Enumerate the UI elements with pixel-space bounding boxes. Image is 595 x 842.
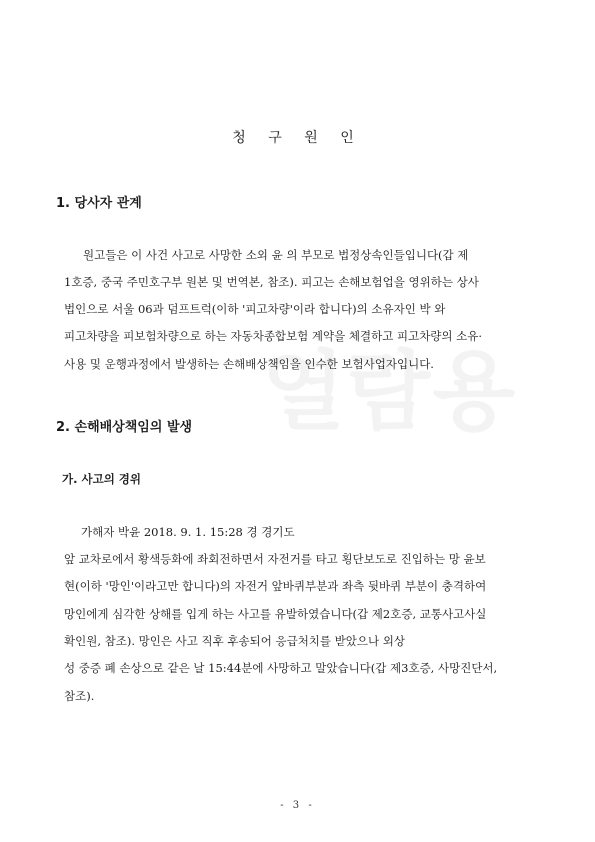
section-1-line-1: 원고들은 이 사건 사고로 사망한 소외 윤 의 부모로 법정상속인들입니다(갑 제 <box>83 248 469 262</box>
section-1-line-5: 사용 및 운행과정에서 발생하는 손해배상책임을 인수한 보험사업자입니다. <box>64 357 434 371</box>
section-2-line-6: 성 중증 폐 손상으로 같은 날 15:44분에 사망하고 말았습니다(갑 제3호증, 사망진단서, <box>64 661 498 675</box>
section-1-heading: 1. 당사자 관계 <box>56 196 142 211</box>
section-2-line-5: 확인원, 참조). 망인은 사고 직후 후송되어 응급처치를 받았으나 외상 <box>64 634 405 648</box>
section-1-line-2: 1호증, 중국 주민호구부 원본 및 번역본, 참조). 피고는 손해보험업을 영위하는 상사 <box>64 275 479 289</box>
section-2-line-1: 가해자 박윤 2018. 9. 1. 15:28 경 경기도 <box>81 525 295 539</box>
section-2-line-4: 망인에게 심각한 상해를 입게 하는 사고를 유발하였습니다(갑 제2호증, 교통사고사실 <box>64 607 487 621</box>
section-2-heading: 2. 손해배상책임의 발생 <box>56 420 193 435</box>
page-number: - 3 - <box>280 800 315 811</box>
section-2-line-7: 참조). <box>64 689 95 703</box>
section-2-line-3: 현(이하 '망인'이라고만 합니다)의 자전거 앞바퀴부분과 좌측 뒷바퀴 부분이 충격하여 <box>64 579 487 593</box>
section-2-subheading: 가. 사고의 경위 <box>62 472 142 486</box>
page-title: 청 구 원 인 <box>232 130 363 146</box>
section-1-line-3: 법인으로 서울 06과 덤프트럭(이하 '피고차량'이라 합니다)의 소유자인 박 와 <box>64 302 446 316</box>
section-1-line-4: 피고차량을 피보험차량으로 하는 자동차종합보험 계약을 체결하고 피고차량의 소유· <box>64 329 483 343</box>
section-2-line-2: 앞 교차로에서 황색등화에 좌회전하면서 자전거를 타고 횡단보도로 진입하는 망 윤보 <box>64 552 486 566</box>
